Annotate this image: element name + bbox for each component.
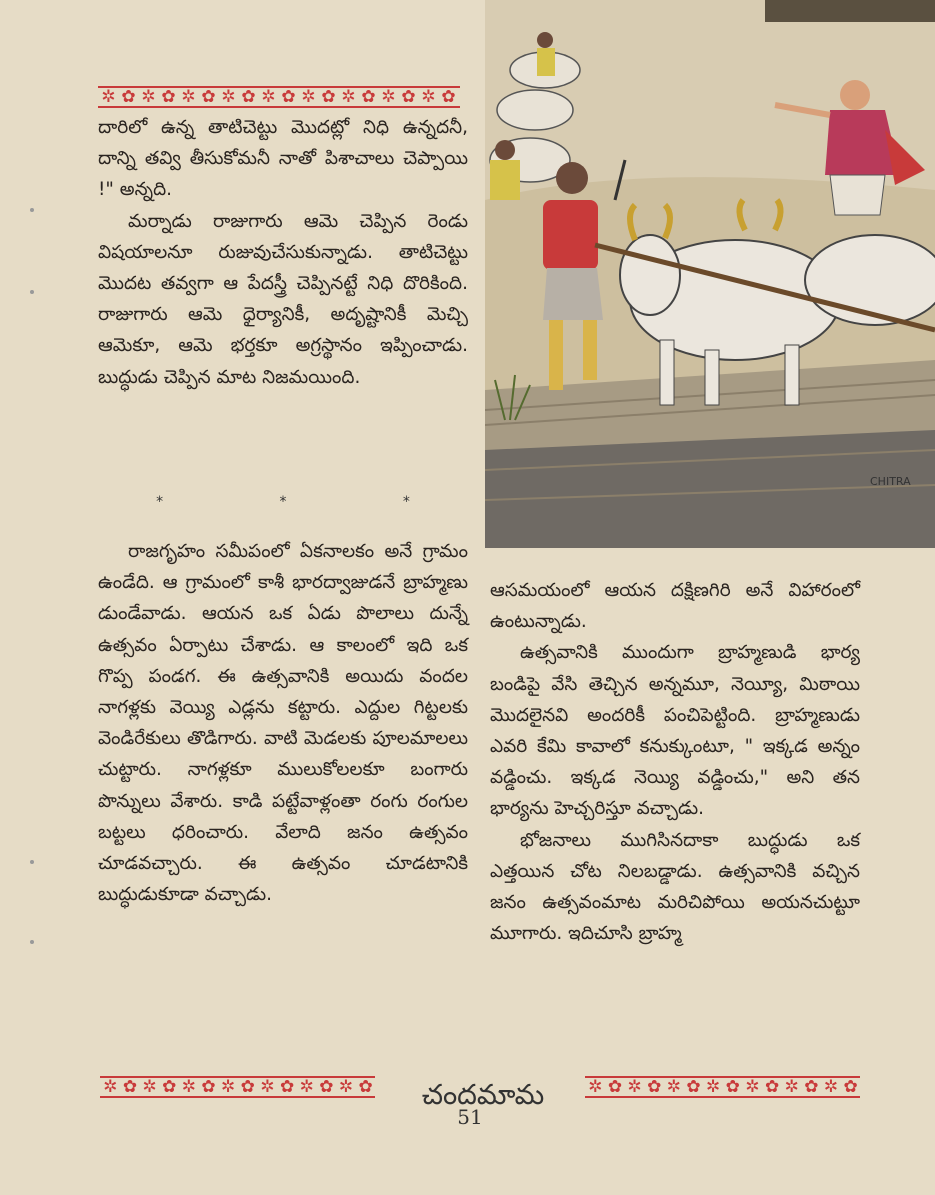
binding-dot (30, 940, 34, 944)
paragraph: ఆసమయంలో ఆయన దక్షిణగిరి అనే విహారంలో ఉంటున్నాడు. (490, 580, 860, 633)
right-text-column (490, 575, 860, 949)
binding-dot (30, 860, 34, 864)
paragraph: భోజనాలు ముగిసినదాకా బుద్ధుడు ఒక ఎత్తయిన చోట నిలబడ్డాడు. ఉత్సవానికి వచ్చిన జనం ఉత్సవంమాట మరిచిపోయి అయనచుట్టూ మూగారు. ఇదిచూసి బ్రాహ్మ (490, 829, 860, 945)
left-text-column-lower (98, 536, 468, 910)
paragraph: రాజగృహం సమీపంలో ఏకనాలకం అనే గ్రామం ఉండేది. ఆ గ్రామంలో కాశీ భారద్వాజుడనే బ్రాహ్మణు డుండేవాడు. ఆయన ఒక ఏడు పొలాలు దున్నే ఉత్సవం ఏర్పాటు చేశాడు. ఆ కాలంలో ఇది ఒక గొప్ప పండగ. ఈ ఉత్సవానికి అయిదు వందల నాగళ్లకు వెయ్యి ఎడ్లను కట్టారు. ఎద్దుల గిట్టలకు వెండిరేకులు తొడిగారు. వాటి మెడలకు పూలమాలలు చుట్టారు. నాగళ్లకూ ములుకోలలకూ బంగారు పొన్నులు వేశారు. కాడి పట్టేవాళ్లంతా రంగు రంగుల బట్టలు ధరించారు. వేలాది జనం ఉత్సవం చూడవచ్చారు. ఈ ఉత్సవం చూడటానికి బుద్ధుడుకూడా వచ్చాడు. (98, 541, 468, 906)
binding-dot (30, 290, 34, 294)
paragraph: ఉత్సవానికి ముందుగా బ్రాహ్మణుడి భార్య బండిపై వేసి తెచ్చిన అన్నమూ, నెయ్యీ, మిఠాయి మొదలైనవి అందరికీ పంచిపెట్టింది. బ్రాహ్మణుడు ఎవరి కేమి కావాలో కనుక్కుంటూ, " ఇక్కడ అన్నం వడ్డించు. ఇక్కడ నెయ్యి వడ్డించు," అని తన భార్యను హెచ్చరిస్తూ వచ్చాడు. (490, 642, 860, 820)
separator-star: * (402, 494, 410, 510)
illustration-drawing (485, 0, 935, 548)
decorative-border-top: ✲ ✿ ✲ ✿ ✲ ✿ ✲ ✿ ✲ ✿ ✲ ✿ ✲ ✿ ✲ ✿ ✲ ✿ (98, 86, 460, 108)
ploughing-festival-illustration (485, 0, 935, 548)
separator-star: * (156, 494, 164, 510)
separator-star: * (279, 494, 287, 510)
section-separator (98, 494, 468, 510)
magazine-name: చందమామ (421, 1078, 545, 1111)
artist-signature: CHITRA (870, 475, 911, 488)
binding-dot (30, 208, 34, 212)
paragraph: మర్నాడు రాజుగారు ఆమె చెప్పిన రెండు విషయాలనూ రుజువుచేసుకున్నాడు. తాటిచెట్టు మొదట తవ్వగా ఆ పేదస్త్రీ చెప్పినట్టే నిధి దొరికింది. రాజుగారు ఆమె ధైర్యానికీ, అదృష్టానికీ మెచ్చి ఆమెకూ, ఆమె భర్తకూ అగ్రస్థానం ఇప్పించాడు. బుద్ధుడు చెప్పిన మాట నిజమయింది. (98, 210, 468, 388)
paragraph: దారిలో ఉన్న తాటిచెట్టు మొదట్లో నిధి ఉన్నదనీ, దాన్ని తవ్వి తీసుకోమనీ నాతో పిశాచాలు చెప్పాయి !" అన్నది. (98, 117, 468, 201)
left-text-column (98, 112, 468, 393)
decorative-border-bottom-right: ✲ ✿ ✲ ✿ ✲ ✿ ✲ ✿ ✲ ✿ ✲ ✿ ✲ ✿ (585, 1076, 860, 1098)
page-number: 51 (457, 1105, 483, 1129)
decorative-border-bottom-left: ✲ ✿ ✲ ✿ ✲ ✿ ✲ ✿ ✲ ✿ ✲ ✿ ✲ ✿ (100, 1076, 375, 1098)
